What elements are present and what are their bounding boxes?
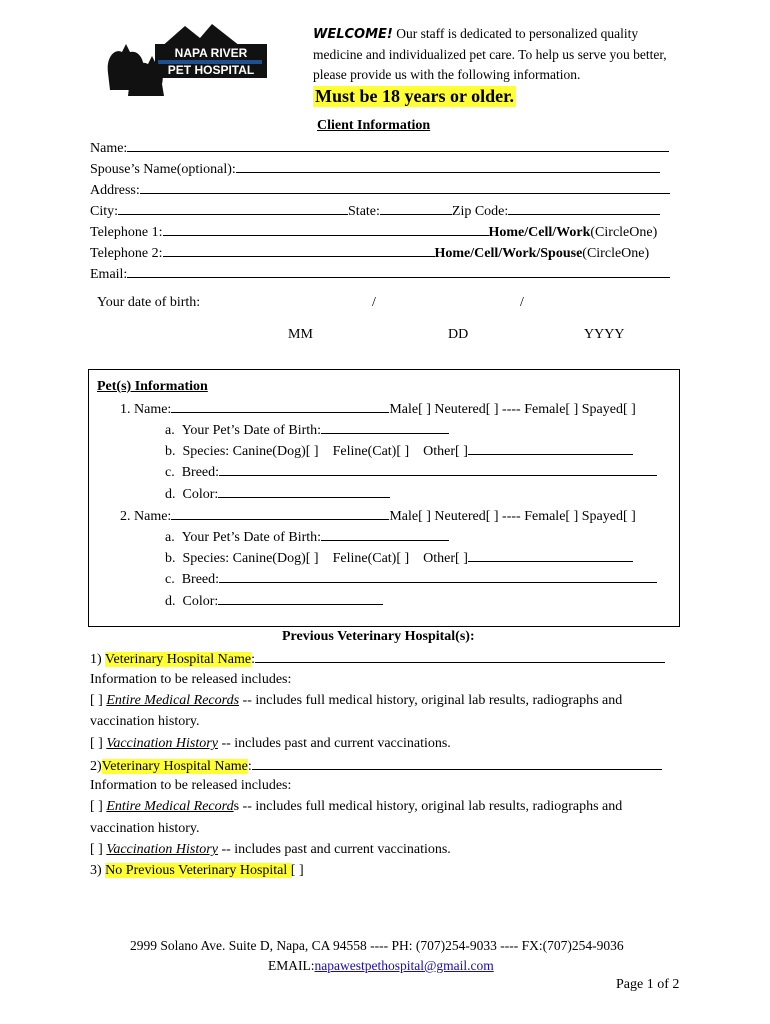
telephone1-row — [90, 223, 657, 241]
vet1-entire-row — [90, 693, 622, 709]
pet1-color-field[interactable] — [218, 485, 390, 498]
age-notice: Must be 18 years or older. — [315, 86, 514, 106]
logo-graphic — [100, 18, 270, 98]
vet2-entire-checkbox[interactable]: [ ] — [90, 799, 107, 814]
dob-mm-label: MM — [288, 327, 313, 342]
vet2-vaccination-desc: -- includes past and current vaccinations. — [217, 842, 451, 857]
intro-line-2: medicine and individualized pet care. To help us serve you better, — [313, 47, 667, 62]
vet2-vaccination-row — [90, 842, 451, 858]
pet1-color-row — [165, 485, 390, 503]
telephone2-label: Telephone 2: — [90, 246, 163, 261]
pet2-other-option[interactable]: Other[ ] — [423, 551, 468, 566]
page-number: Page 1 of 2 — [616, 977, 680, 992]
pet2-name-label: Name: — [134, 509, 172, 524]
pet2-item-c: c. — [165, 572, 175, 587]
pet2-item-b: b. — [165, 551, 176, 566]
vet1-name-row — [90, 650, 665, 668]
vet1-entire-label: Entire Medical Records — [106, 693, 240, 708]
client-info-heading: Client Information — [317, 118, 431, 133]
pet1-other-field[interactable] — [468, 442, 633, 455]
city-label: City: — [90, 204, 119, 219]
pet2-name-row — [120, 507, 636, 525]
pet2-color-label: Color: — [182, 594, 219, 609]
vet2-entire-suffix: s — [233, 799, 240, 814]
intro-line-1 — [313, 26, 638, 42]
vet1-release-label: Information to be released includes: — [90, 672, 292, 687]
telephone1-field[interactable] — [163, 223, 489, 236]
vet2-entire-row — [90, 799, 622, 815]
logo-text-line2: PET HOSPITAL — [167, 63, 255, 77]
pet1-item-b: b. — [165, 444, 176, 459]
pet2-sex-options[interactable]: Male[ ] Neutered[ ] ---- Female[ ] Spayed[ ] — [389, 509, 636, 524]
client-name-label: Name: — [90, 141, 128, 156]
vet2-release-label: Information to be released includes: — [90, 778, 292, 793]
vet2-vaccination-label: Vaccination History — [106, 842, 218, 857]
pet1-canine-option[interactable]: Species: Canine(Dog)[ ] — [182, 444, 319, 459]
pet1-other-option[interactable]: Other[ ] — [423, 444, 468, 459]
telephone2-field[interactable] — [163, 244, 435, 257]
address-row — [90, 181, 670, 199]
spouse-name-row — [90, 160, 660, 178]
vet3-row — [90, 863, 304, 879]
pet1-species-row — [165, 442, 633, 460]
telephone2-row — [90, 244, 649, 262]
pet-info-heading: Pet(s) Information — [97, 379, 208, 394]
pet1-item-c: c. — [165, 465, 175, 480]
pet1-name-field[interactable] — [171, 400, 389, 413]
vet1-vaccination-row — [90, 736, 451, 752]
pet2-dob-row — [165, 528, 449, 546]
pet2-item-a: a. — [165, 530, 175, 545]
client-name-row — [90, 139, 669, 157]
address-field[interactable] — [140, 181, 670, 194]
vet1-colon: : — [251, 652, 255, 667]
zip-field[interactable] — [508, 202, 660, 215]
pet1-name-row — [120, 400, 636, 418]
vet1-prefix: 1) — [90, 652, 105, 667]
pet2-item-d: d. — [165, 594, 176, 609]
spouse-name-label: Spouse’s Name(optional): — [90, 162, 236, 177]
vet1-entire-checkbox[interactable]: [ ] — [90, 693, 107, 708]
vet2-name-row — [90, 757, 662, 775]
vet2-prefix: 2) — [90, 759, 102, 774]
vet2-name-label: Veterinary Hospital Name — [101, 759, 248, 774]
pet1-dob-label: Your Pet’s Date of Birth: — [181, 423, 322, 438]
address-label: Address: — [90, 183, 140, 198]
vet1-vaccination-checkbox[interactable]: [ ] — [90, 736, 107, 751]
pet1-dob-row — [165, 421, 449, 439]
pet2-feline-option[interactable]: Feline(Cat)[ ] — [332, 551, 410, 566]
footer-email-row — [268, 958, 494, 974]
state-label: State: — [348, 204, 380, 219]
pet1-name-label: Name: — [134, 402, 172, 417]
pet2-name-field[interactable] — [171, 507, 389, 520]
vet1-name-label: Veterinary Hospital Name — [104, 652, 252, 667]
telephone1-type[interactable]: Home/Cell/Work — [488, 225, 591, 240]
pet1-feline-option[interactable]: Feline(Cat)[ ] — [332, 444, 410, 459]
pet2-number: 2. — [120, 509, 131, 524]
intro-text-1: Our staff is dedicated to personalized quality — [396, 26, 639, 41]
pet1-item-d: d. — [165, 487, 176, 502]
vet3-prefix: 3) — [90, 863, 106, 878]
telephone2-circle: (CircleOne) — [582, 246, 650, 261]
welcome-text: WELCOME! — [313, 27, 393, 42]
vet2-entire-label: Entire Medical Record — [106, 799, 234, 814]
pet1-number: 1. — [120, 402, 131, 417]
city-field[interactable] — [118, 202, 348, 215]
pet2-breed-field[interactable] — [219, 570, 657, 583]
pet2-other-field[interactable] — [468, 549, 633, 562]
vet1-vaccination-desc: -- includes past and current vaccinations. — [217, 736, 451, 751]
email-field[interactable] — [127, 265, 670, 278]
vet1-entire-desc: -- includes full medical history, original lab results, radiographs and — [239, 693, 623, 708]
dob-slash-1: / — [372, 295, 376, 310]
pet1-color-label: Color: — [182, 487, 219, 502]
telephone2-type[interactable]: Home/Cell/Work/Spouse — [434, 246, 583, 261]
email-label: Email: — [90, 267, 128, 282]
footer-address: 2999 Solano Ave. Suite D, Napa, CA 94558 ---- PH: (707)254-9033 ---- FX:(707)254-9036 — [130, 938, 624, 953]
telephone1-circle: (CircleOne) — [590, 225, 658, 240]
pet2-dob-label: Your Pet’s Date of Birth: — [181, 530, 322, 545]
pet2-dob-field[interactable] — [321, 528, 449, 541]
state-field[interactable] — [380, 202, 452, 215]
pet2-canine-option[interactable]: Species: Canine(Dog)[ ] — [182, 551, 319, 566]
city-row — [90, 202, 660, 220]
vet1-name-field[interactable] — [255, 650, 665, 663]
pet2-color-row — [165, 592, 383, 610]
dob-label: Your date of birth: — [97, 295, 201, 310]
no-previous-vet-checkbox[interactable]: [ ] — [290, 863, 304, 878]
email-row — [90, 265, 670, 283]
pet2-species-row — [165, 549, 633, 567]
footer-email-label: EMAIL: — [268, 958, 315, 973]
vet-heading: Previous Veterinary Hospital(s): — [282, 629, 475, 644]
pet2-breed-label: Breed: — [181, 572, 220, 587]
pet1-breed-label: Breed: — [181, 465, 220, 480]
dob-yyyy-label: YYYY — [584, 327, 625, 342]
vet1-vaccination-history-text: vaccination history. — [90, 714, 200, 729]
logo-text-line1: NAPA RIVER — [174, 46, 248, 60]
vet2-vaccination-history-text: vaccination history. — [90, 821, 200, 836]
vet2-colon: : — [247, 759, 252, 774]
telephone1-label: Telephone 1: — [90, 225, 163, 240]
vet2-vaccination-checkbox[interactable]: [ ] — [90, 842, 107, 857]
no-previous-vet-label: No Previous Veterinary Hospital — [105, 863, 291, 878]
pet1-sex-options[interactable]: Male[ ] Neutered[ ] ---- Female[ ] Spayed[ ] — [389, 402, 636, 417]
pet1-item-a: a. — [165, 423, 175, 438]
pet2-color-field[interactable] — [218, 592, 383, 605]
pet1-dob-field[interactable] — [321, 421, 449, 434]
dob-slash-2: / — [520, 295, 524, 310]
dob-dd-label: DD — [448, 327, 469, 342]
footer-email-link[interactable]: napawestpethospital@gmail.com — [314, 958, 494, 973]
pet2-breed-row — [165, 570, 657, 588]
hospital-logo — [100, 18, 270, 98]
vet2-entire-desc: -- includes full medical history, original lab results, radiographs and — [239, 799, 623, 814]
intro-line-3: please provide us with the following information. — [313, 67, 581, 82]
spouse-name-field[interactable] — [236, 160, 660, 173]
pet1-breed-field[interactable] — [219, 463, 657, 476]
zip-label: Zip Code: — [451, 204, 509, 219]
client-name-field[interactable] — [127, 139, 669, 152]
pet1-breed-row — [165, 463, 657, 481]
vet2-name-field[interactable] — [252, 757, 662, 770]
vet1-vaccination-label: Vaccination History — [106, 736, 218, 751]
